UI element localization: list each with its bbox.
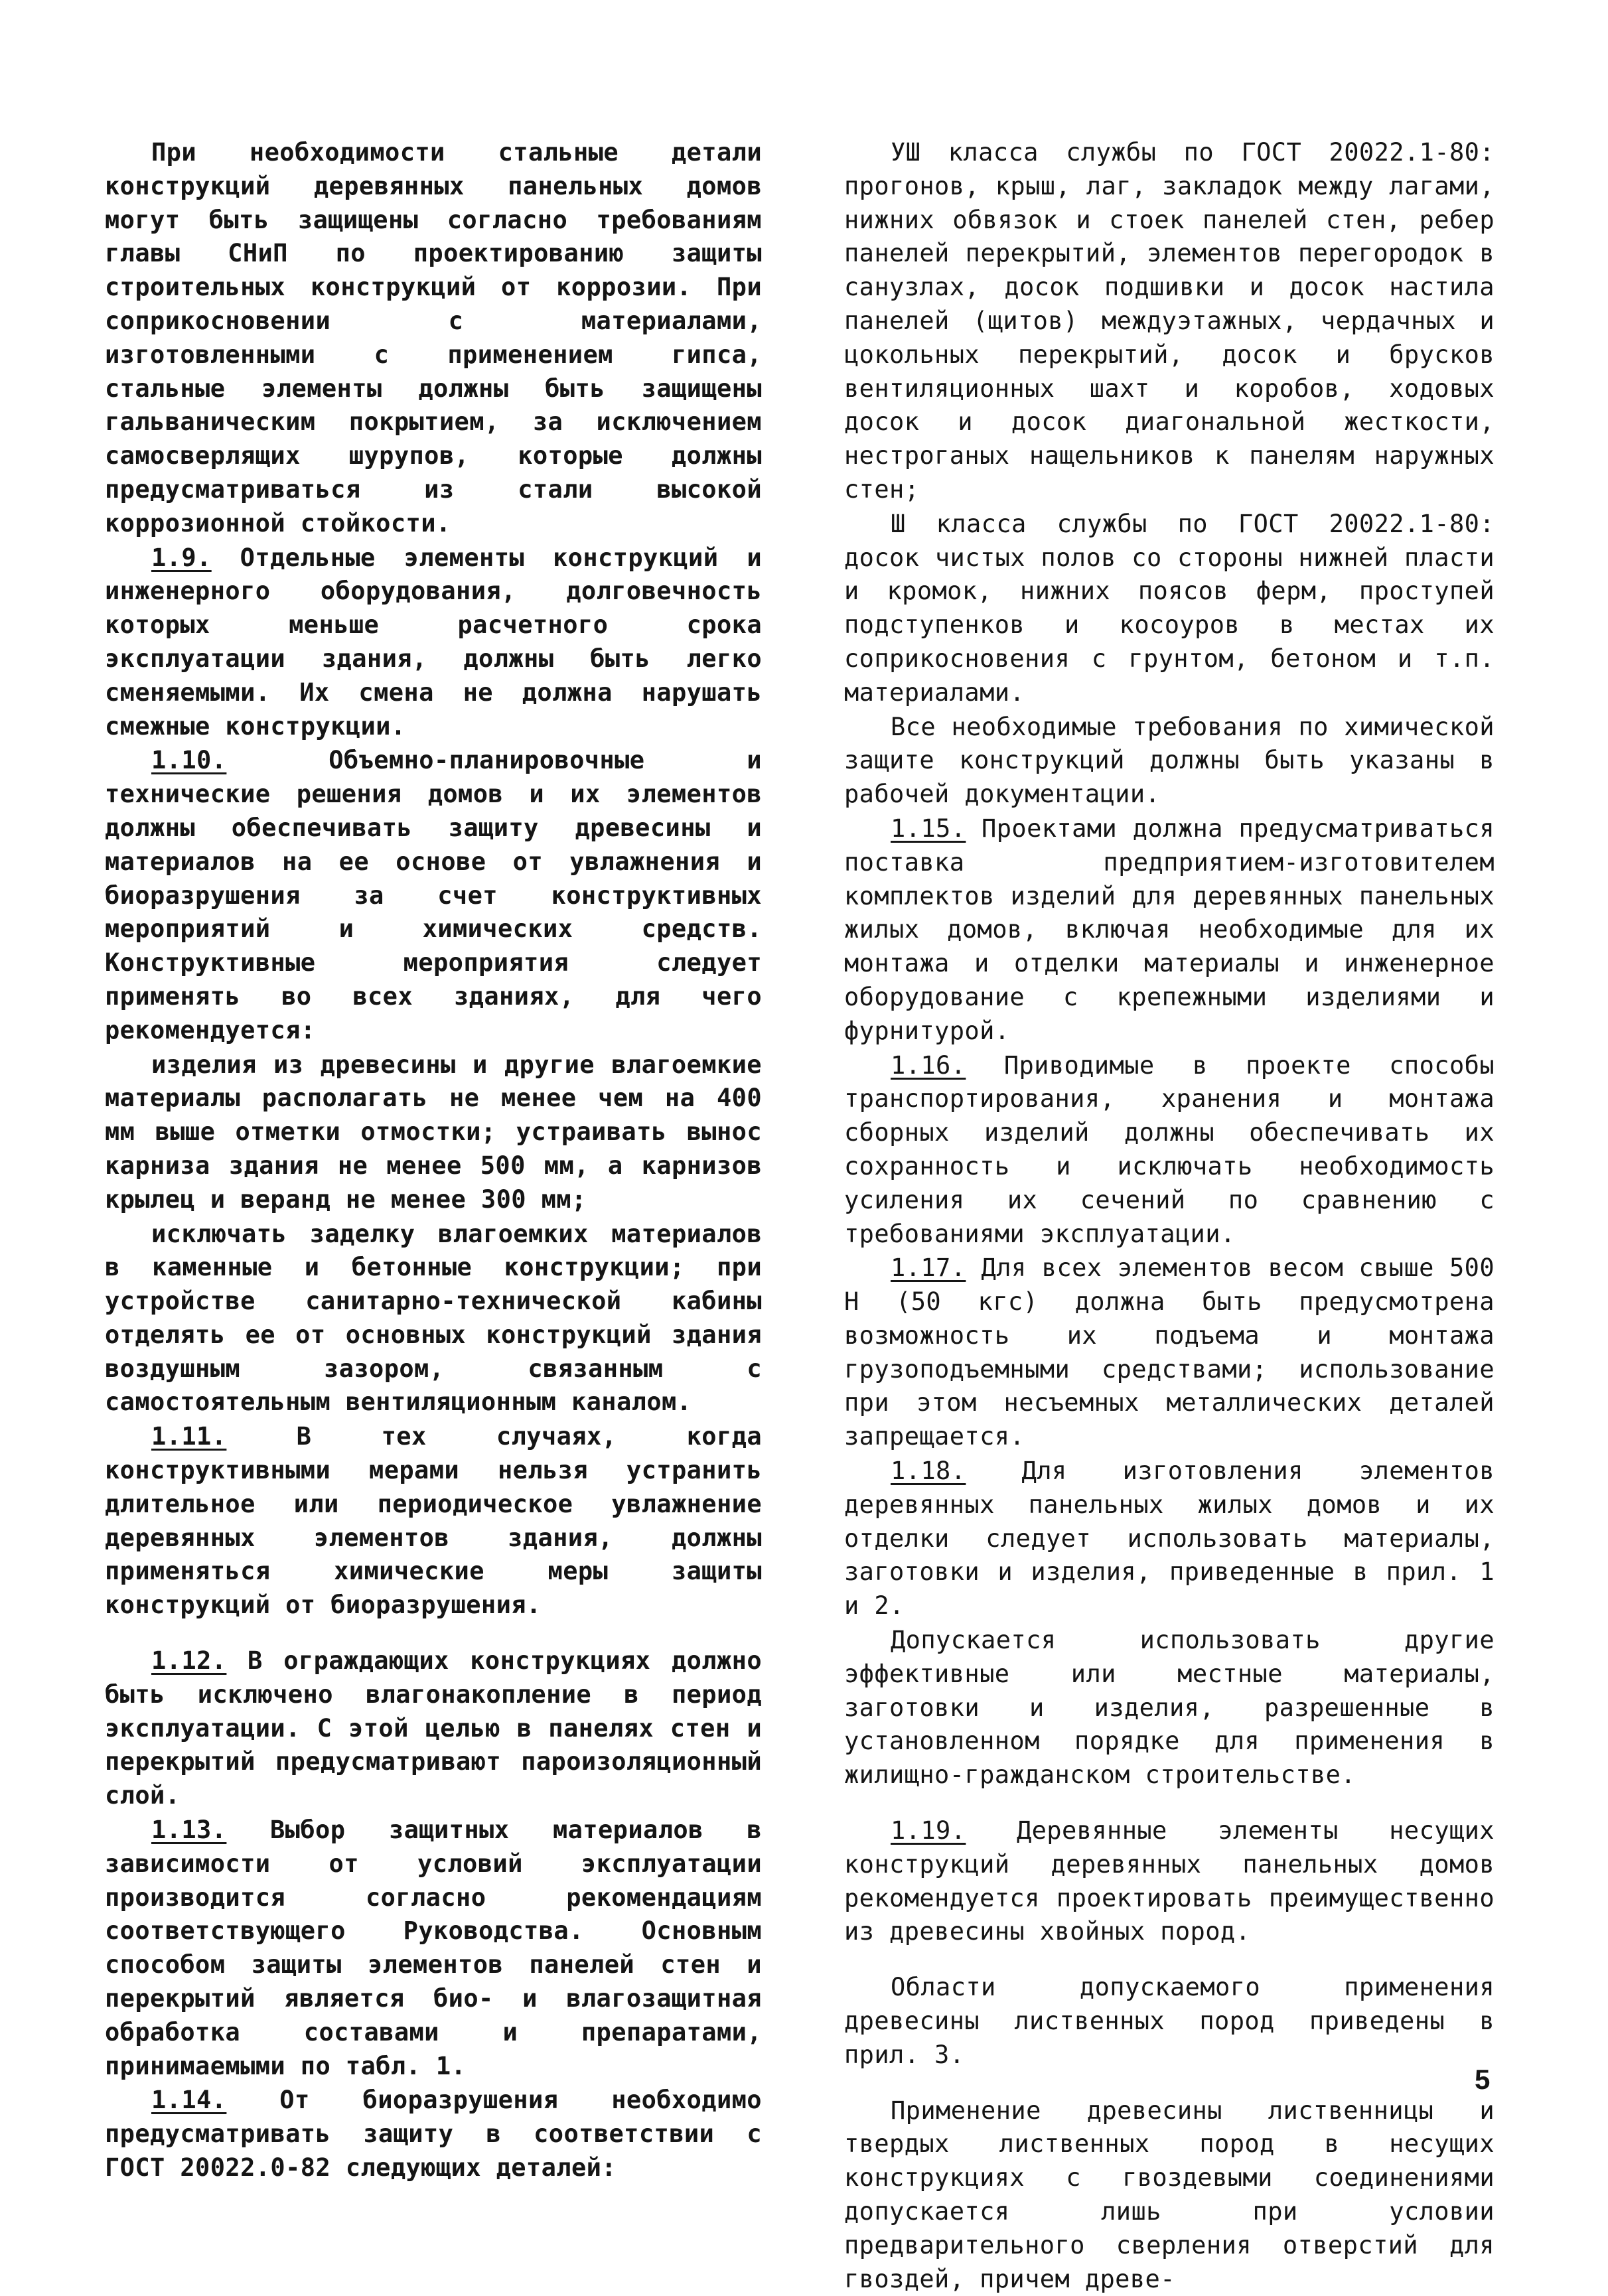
section-number: 1.13. — [151, 1816, 227, 1845]
section-1-16: 1.16. Приводимые в проекте способы транспортирования, хранения и монтажа сборных изделий должны обеспечивать их сохранность и исключать необходимость усиления их сечений по сравнению с требованиями эксплуатации. — [844, 1050, 1495, 1248]
paragraph: изделия из древесины и другие влагоемкие материалы располагать не менее чем на 400 мм выше отметки отмостки; устраивать вынос карниза здания не менее 500 мм, а карнизов крылец и веранд не менее 300 мм; — [105, 1050, 762, 1214]
paragraph: Ш класса службы по ГОСТ 20022.1-80: досок чистых полов со стороны нижней пласти и кромок, нижних поясов ферм, проступей подступенков и косоуров в местах их соприкосновения с грунтом, бетоном и т.п. материалами. — [844, 509, 1495, 707]
paragraph: Все необходимые требования по химической защите конструкций должны быть указаны в рабочей документации. — [844, 712, 1495, 809]
section-number: 1.17. — [891, 1254, 966, 1283]
section-number: 1.9. — [151, 543, 212, 572]
section-number: 1.14. — [151, 2086, 227, 2115]
section-number: 1.16. — [891, 1050, 966, 1080]
section-1-19: 1.19. Деревянные элементы несущих конструкций деревянных панельных домов рекомендуется проектировать преимущественно из древесины хвойных пород. — [844, 1816, 1495, 1946]
paragraph: При необходимости стальные детали конструкций деревянных панельных домов могут быть защищены согласно требованиям главы СНиП по проектированию защиты строительных конструкций от коррозии. При соприкосновении с материалами, изготовленными с применением гипса, стальные элементы должны быть защищены гальваническим покрытием, за исключением самосверлящих шурупов, которые должны предусматриваться из стали высокой коррозионной стойкости. — [105, 138, 762, 538]
section-1-15: 1.15. Проектами должна предусматриваться поставка предприятием-изготовителем комплектов изделий для деревянных панельных жилых домов, включая необходимые для их монтажа и отделки материалы и инженерное оборудование с крепежными изделиями и фурнитурой. — [844, 814, 1495, 1045]
section-1-9: 1.9. Отдельные элементы конструкций и инженерного оборудования, долговечность которых меньше расчетного срока эксплуатации здания, должны быть легко сменяемыми. Их смена не должна нарушать смежные конструкции. — [105, 543, 762, 741]
section-1-11: 1.11. В тех случаях, когда конструктивными мерами нельзя устранить длительное или периодическое увлажнение деревянных элементов здания, должны применяться химические меры защиты конструкций от биоразрушения. — [105, 1422, 762, 1620]
section-number: 1.11. — [151, 1422, 227, 1451]
section-number: 1.18. — [891, 1457, 966, 1486]
paragraph: исключать заделку влагоемких материалов в каменные и бетонные конструкции; при устройстве санитарно-технической кабины отделять ее от основных конструкций здания воздушным зазором, связанным с самостоятельным вентиляционным каналом. — [105, 1219, 762, 1417]
section-number: 1.15. — [891, 814, 966, 843]
right-column — [844, 136, 1495, 2296]
section-1-18: 1.18. Для изготовления элементов деревянных панельных жилых домов и их отделки следует использовать материалы, заготовки и изделия, приведенные в прил. 1 и 2. — [844, 1457, 1495, 1620]
section-1-14: 1.14. От биоразрушения необходимо предусматривать защиту в соответствии с ГОСТ 20022.0-82 следующих деталей: — [105, 2086, 762, 2183]
left-column — [105, 136, 762, 2185]
section-1-12: 1.12. В ограждающих конструкциях должно быть исключено влагонакопление в период эксплуатации. С этой целью в панелях стен и перекрытий предусматривают пароизоляционный слой. — [105, 1646, 762, 1810]
paragraph: Применение древесины лиственницы и твердых лиственных пород в несущих конструкциях с гвоздевыми соединениями допускается лишь при условии предварительного сверления отверстий для гвоздей, причем древе- — [844, 2096, 1495, 2293]
section-1-13: 1.13. Выбор защитных материалов в зависимости от условий эксплуатации производится согласно рекомендациям соответствующего Руководства. Основным способом защиты элементов панелей стен и перекрытий является био- и влагозащитная обработка составами и препаратами, принимаемыми по табл. 1. — [105, 1816, 762, 2080]
paragraph: Допускается использовать другие эффективные или местные материалы, заготовки и изделия, разрешенные в установленном порядке для применения в жилищно-гражданском строительстве. — [844, 1626, 1495, 1790]
paragraph: Области допускаемого применения древесины лиственных пород приведены в прил. 3. — [844, 1973, 1495, 2069]
section-number: 1.12. — [151, 1646, 227, 1676]
section-1-17: 1.17. Для всех элементов весом свыше 500 Н (50 кгс) должна быть предусмотрена возможность их подъема и монтажа грузоподъемными средствами; использование при этом несъемных металлических деталей запрещается. — [844, 1254, 1495, 1451]
section-1-10: 1.10. Объемно-планировочные и технические решения домов и их элементов должны обеспечивать защиту древесины и материалов на ее основе от увлажнения и биоразрушения за счет конструктивных мероприятий и химических средств. Конструктивные мероприятия следует применять во всех зданиях, для чего рекомендуется: — [105, 746, 762, 1044]
section-number: 1.10. — [151, 746, 227, 775]
page-number: 5 — [1475, 2064, 1491, 2095]
section-number: 1.19. — [891, 1816, 966, 1845]
paragraph: УШ класса службы по ГОСТ 20022.1-80: прогонов, крыш, лаг, закладок между лагами, нижних обвязок и стоек панелей стен, ребер панелей перекрытий, элементов перегородок в санузлах, досок подшивки и досок настила панелей (щитов) междуэтажных, чердачных и цокольных перекрытий, досок и брусков вентиляционных шахт и коробов, ходовых досок и досок диагональной жесткости, нестроганых нащельников к панелям наружных стен; — [844, 138, 1495, 504]
